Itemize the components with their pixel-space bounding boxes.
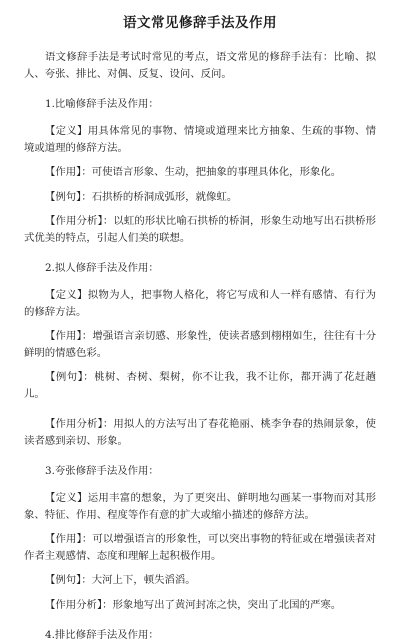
definition-metaphor: 【定义】用具体常见的事物、情境或道理来比方抽象、生疏的事物、情境或道理的修辞方法。 <box>24 125 376 154</box>
section-heading-hyperbole: 3.夸张修辞手法及作用： <box>45 465 159 477</box>
section-heading-personification: 2.拟人修辞手法及作用： <box>45 262 159 274</box>
section-heading-metaphor: 1.比喻修辞手法及作用： <box>45 98 159 110</box>
function-personification: 【作用】：增强语言亲切感、形象性，使读者感到栩栩如生，往往有十分鲜明的情感色彩。 <box>24 330 376 359</box>
example-personification: 【例句】：桃树、杏树、梨树，你不让我，我不让你，都开满了花赶趟儿。 <box>24 371 376 400</box>
function-hyperbole: 【作用】：可以增强语言的形象性，可以突出事物的特征或在增强读者对作者主观感情、态度和理解上起积极作用。 <box>24 533 376 562</box>
definition-hyperbole: 【定义】运用丰富的想象，为了更突出、鲜明地勾画某一事物而对其形象、特征、作用、程度等作有意的扩大或缩小描述的修辞方法。 <box>24 492 376 521</box>
page-title: 语文常见修辞手法及作用 <box>123 15 277 31</box>
section-heading-parallelism: 4.排比修辞手法及作用： <box>45 629 159 641</box>
example-hyperbole: 【例句】：大河上下，顿失滔滔。 <box>45 574 196 586</box>
analysis-metaphor: 【作用分析】：以虹的形状比喻石拱桥的桥洞，形象生动地写出石拱桥形式优美的特点，引起人们美的联想。 <box>24 215 376 244</box>
analysis-personification: 【作用分析】：用拟人的方法写出了春花艳丽、桃李争春的热闹景象，使读者感到亲切、形象。 <box>24 418 376 447</box>
definition-personification: 【定义】拟物为人，把事物人格化，将它写成和人一样有感情、有行为的修辞方法。 <box>24 289 376 318</box>
analysis-hyperbole: 【作用分析】：形象地写出了黄河封冻之快，突出了北国的严寒。 <box>45 598 342 611</box>
example-metaphor: 【例句】：石拱桥的桥洞成弧形，就像虹。 <box>45 190 238 203</box>
intro-paragraph: 语文修辞手法是考试时常见的考点，语文常见的修辞手法有：比喻、拟人、夸张、排比、对偶、反复、设问、反问。 <box>24 51 376 80</box>
function-metaphor: 【作用】：可使语言形象、生动，把抽象的事理具体化，形象化。 <box>45 166 342 178</box>
